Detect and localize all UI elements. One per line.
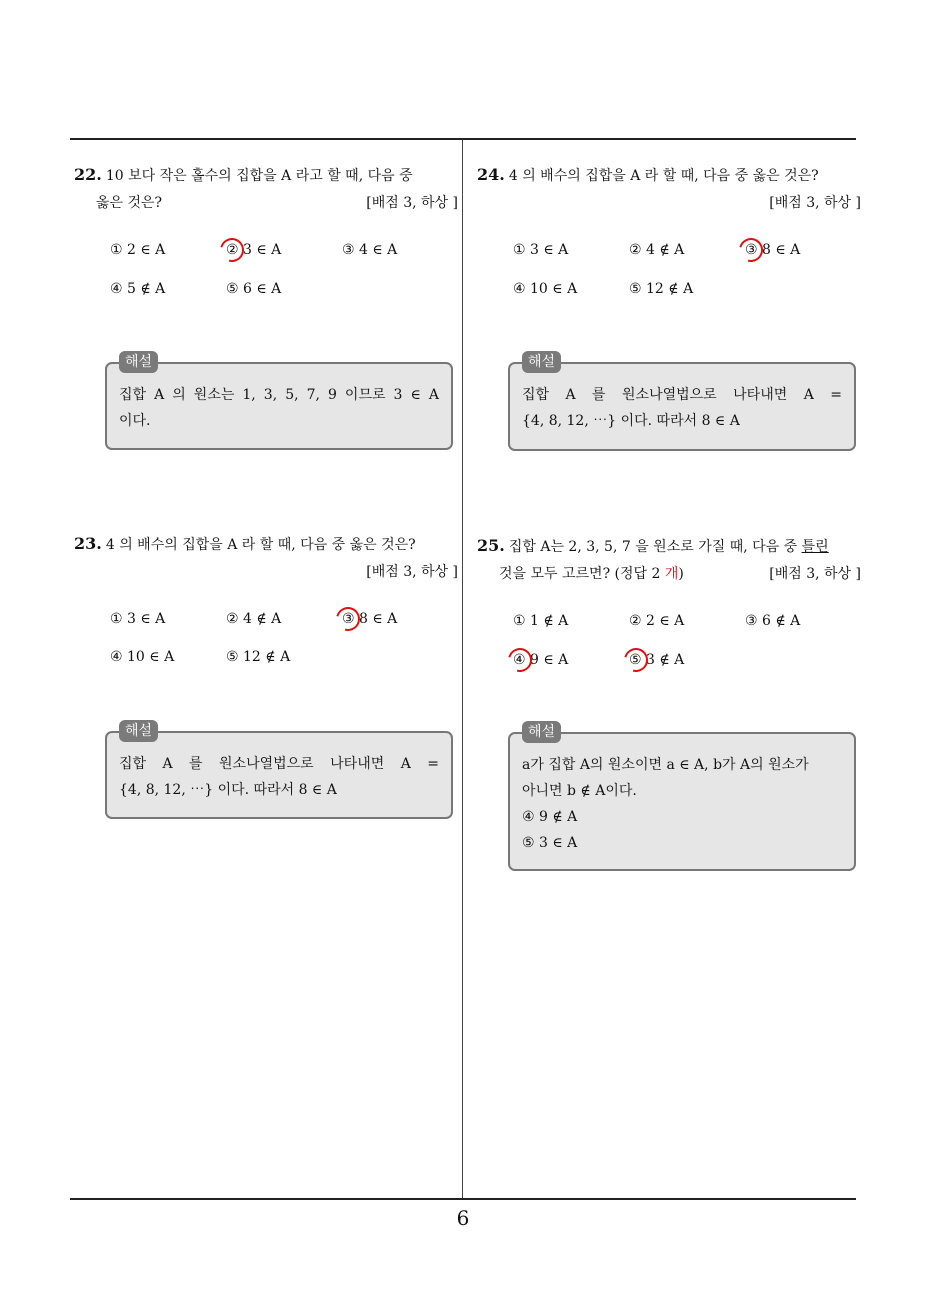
- question-text: 4 의 배수의 집합을 A 라 할 때, 다음 중 옳은 것은?: [508, 168, 819, 184]
- question-24-line2: [477, 190, 861, 217]
- solution-line: 이다.: [119, 413, 151, 429]
- score-label: [배점 3, 하상 ]: [366, 195, 458, 211]
- solution-line: 집합 A 를 원소나열법으로 나타내면 A =: [522, 387, 842, 403]
- answer-circle-mark: [216, 234, 249, 267]
- question-text-cont: 것을 모두 고르면? (정답 2: [499, 566, 665, 582]
- question-22-line2: [74, 190, 458, 217]
- question-24-line1: [477, 161, 861, 190]
- solution-tag: 해설: [522, 721, 561, 743]
- option-2[interactable]: ② 3 ∈ A: [226, 242, 282, 258]
- column-divider: [462, 140, 463, 1200]
- score-label: [배점 3, 하상 ]: [366, 564, 458, 580]
- question-23: [74, 530, 458, 586]
- question-text-close: ): [678, 566, 684, 582]
- option-4[interactable]: ④ 10 ∈ A: [110, 649, 175, 665]
- option-1[interactable]: ① 1 ∉ A: [513, 613, 569, 629]
- solution-line: 집합 A 를 원소나열법으로 나타내면 A =: [119, 756, 439, 772]
- question-number: 24.: [477, 165, 505, 184]
- option-4[interactable]: ④ 9 ∈ A: [513, 652, 569, 668]
- underlined-word: 틀린: [801, 539, 829, 555]
- solution-box-22: [105, 354, 453, 450]
- solution-line: ⑤ 3 ∈ A: [522, 835, 578, 851]
- question-text-cont: 옳은 것은?: [96, 195, 163, 211]
- question-24: [477, 161, 861, 217]
- option-5[interactable]: ⑤ 3 ∉ A: [629, 652, 685, 668]
- option-2[interactable]: ② 4 ∉ A: [226, 611, 282, 627]
- top-rule: [70, 138, 856, 140]
- answer-circle-mark: [735, 234, 768, 267]
- solution-tag: 해설: [119, 720, 158, 742]
- option-2[interactable]: ② 2 ∈ A: [629, 613, 685, 629]
- option-3[interactable]: ③ 8 ∈ A: [745, 242, 801, 258]
- question-25: [477, 532, 861, 588]
- answer-circle-mark: [504, 644, 537, 677]
- solution-line: ④ 9 ∉ A: [522, 809, 578, 825]
- solution-line: {4, 8, 12, ⋯} 이다. 따라서 8 ∈ A: [522, 413, 740, 429]
- answer-circle-mark: [332, 603, 365, 636]
- option-1[interactable]: ① 2 ∈ A: [110, 242, 166, 258]
- question-22: [74, 161, 458, 217]
- solution-tag: 해설: [522, 351, 561, 373]
- question-number: 25.: [477, 536, 505, 555]
- question-23-line2: [74, 559, 458, 586]
- answer-circle-mark: [620, 644, 653, 677]
- score-label: [배점 3, 하상 ]: [769, 566, 861, 582]
- solution-box-24: [508, 354, 856, 451]
- bottom-rule: [70, 1198, 856, 1200]
- option-4[interactable]: ④ 10 ∈ A: [513, 281, 578, 297]
- page-number: 6: [456, 1206, 470, 1230]
- score-label: [배점 3, 하상 ]: [769, 195, 861, 211]
- question-text: 4 의 배수의 집합을 A 라 할 때, 다음 중 옳은 것은?: [105, 537, 416, 553]
- solution-line: 집합 A 의 원소는 1, 3, 5, 7, 9 이므로 3 ∈ A: [119, 387, 439, 403]
- option-5[interactable]: ⑤ 12 ∉ A: [629, 281, 694, 297]
- question-25-line1: [477, 532, 861, 561]
- question-number: 22.: [74, 165, 102, 184]
- option-3[interactable]: ③ 6 ∉ A: [745, 613, 801, 629]
- answer-count-unit: 개: [664, 566, 679, 582]
- solution-line: a가 집합 A의 원소이면 a ∈ A, b가 A의 원소가: [522, 757, 809, 773]
- question-number: 23.: [74, 534, 102, 553]
- solution-line: {4, 8, 12, ⋯} 이다. 따라서 8 ∈ A: [119, 782, 337, 798]
- solution-tag: 해설: [119, 351, 158, 373]
- option-3[interactable]: ③ 8 ∈ A: [342, 611, 398, 627]
- option-1[interactable]: ① 3 ∈ A: [513, 242, 569, 258]
- solution-box-23: [105, 723, 453, 819]
- question-23-line1: [74, 530, 458, 559]
- option-5[interactable]: ⑤ 6 ∈ A: [226, 281, 282, 297]
- question-22-line1: [74, 161, 458, 190]
- option-4[interactable]: ④ 5 ∉ A: [110, 281, 166, 297]
- option-5[interactable]: ⑤ 12 ∉ A: [226, 649, 291, 665]
- question-25-line2: [477, 561, 861, 588]
- solution-line: 아니면 b ∉ A이다.: [522, 783, 637, 799]
- option-3[interactable]: ③ 4 ∈ A: [342, 242, 398, 258]
- option-2[interactable]: ② 4 ∉ A: [629, 242, 685, 258]
- question-text: 집합 A는 2, 3, 5, 7 을 원소로 가질 때, 다음 중: [508, 539, 802, 555]
- solution-box-25: [508, 724, 856, 871]
- question-text: 10 보다 작은 홀수의 집합을 A 라고 할 때, 다음 중: [105, 168, 413, 184]
- option-1[interactable]: ① 3 ∈ A: [110, 611, 166, 627]
